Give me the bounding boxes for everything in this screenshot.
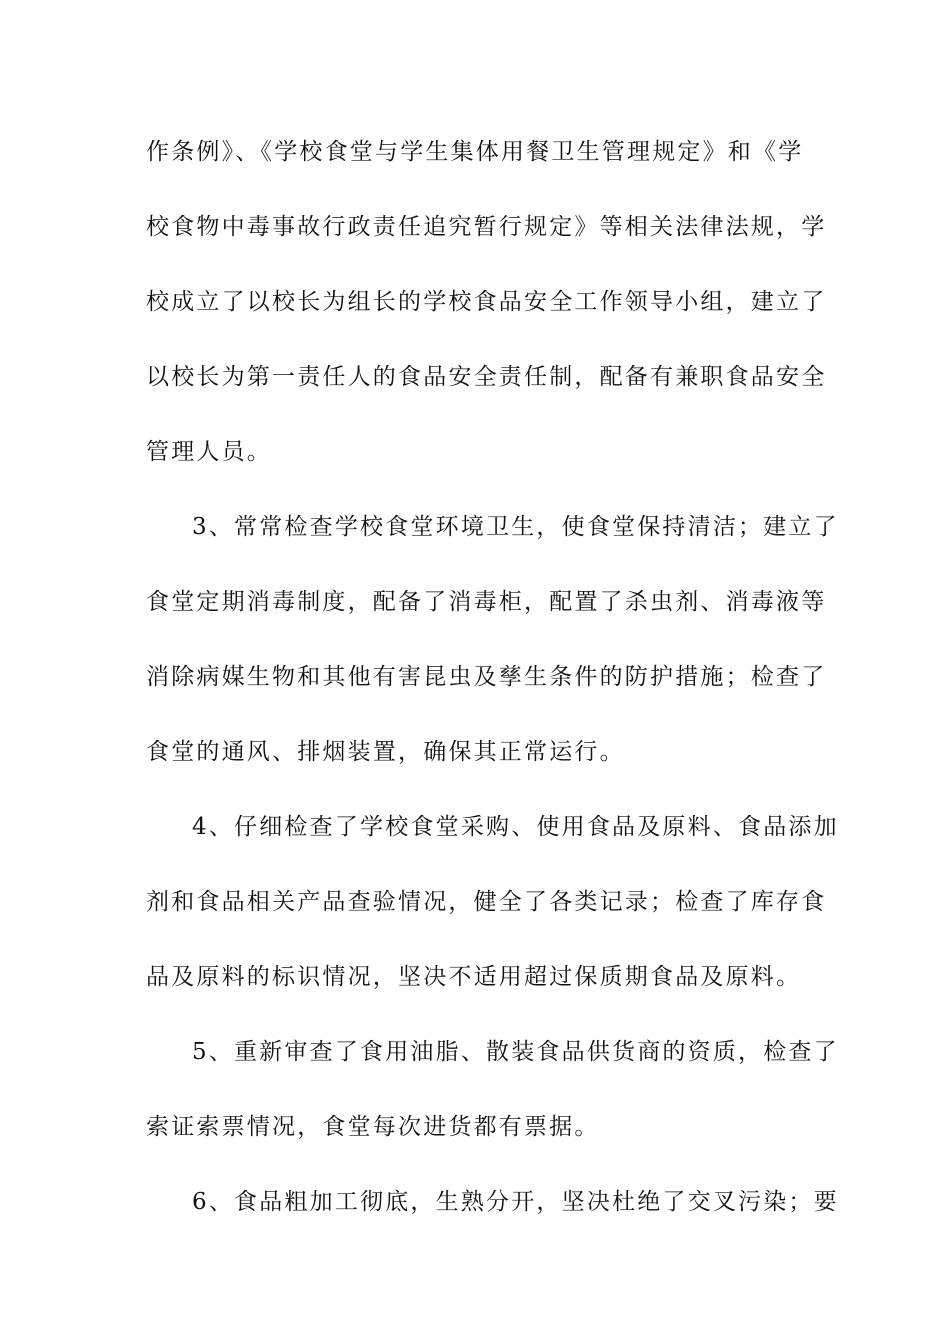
paragraph-3-start: 3、常常检查学校食堂环境卫生，使食堂保持清洁；建立了 <box>192 514 839 540</box>
text-line: 以校长为第一责任人的食品安全责任制，配备有兼职食品安全 <box>146 364 827 390</box>
text-line: 作条例》、《学校食堂与学生集体用餐卫生管理规定》和《学 <box>146 139 804 165</box>
paragraph-4-start: 4、仔细检查了学校食堂采购、使用食品及原料、食品添加 <box>192 814 839 840</box>
text-line: 索证索票情况，食堂每次进货都有票据。 <box>146 1114 600 1140</box>
text-line: 食堂定期消毒制度，配备了消毒柜，配置了杀虫剂、消毒液等 <box>146 589 827 615</box>
paragraph-5-start: 5、重新审查了食用油脂、散装食品供货商的资质，检查了 <box>192 1039 839 1065</box>
text-line: 剂和食品相关产品查验情况，健全了各类记录；检查了库存食 <box>146 889 827 915</box>
text-line: 管理人员。 <box>146 439 272 465</box>
text-line: 食堂的通风、排烟装置，确保其正常运行。 <box>146 739 625 765</box>
document-body <box>146 128 839 1253</box>
text-line: 校成立了以校长为组长的学校食品安全工作领导小组，建立了 <box>146 289 827 315</box>
paragraph-6-start: 6、食品粗加工彻底，生熟分开，坚决杜绝了交叉污染；要 <box>192 1189 839 1215</box>
text-line: 校食物中毒事故行政责任追究暂行规定》等相关法律法规，学 <box>146 214 827 240</box>
text-line: 消除病媒生物和其他有害昆虫及孳生条件的防护措施；检查了 <box>146 664 827 690</box>
text-line: 品及原料的标识情况，坚决不适用超过保质期食品及原料。 <box>146 964 802 990</box>
